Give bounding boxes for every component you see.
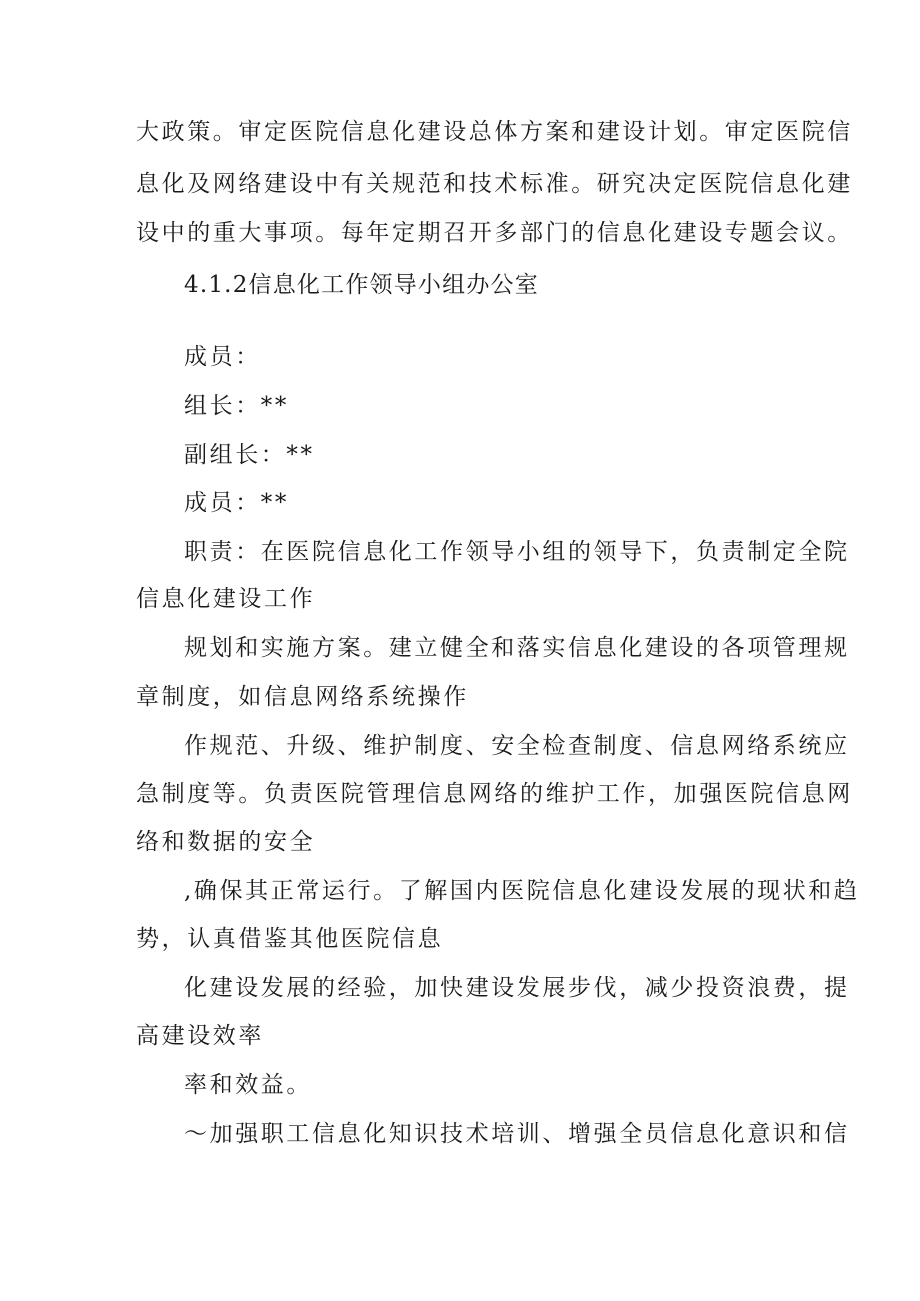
- deputy-leader: 副组长：**: [184, 442, 315, 468]
- paragraph-line: 大政策。审定医院信息化建设总体方案和建设计划。审定医院信: [136, 119, 853, 145]
- paragraph-line: 络和数据的安全: [136, 829, 316, 855]
- paragraph-line: 作规范、升级、维护制度、安全检查制度、信息网络系统应: [184, 733, 850, 759]
- paragraph-line: 规划和实施方案。建立健全和落实信息化建设的各项管理规: [184, 635, 850, 661]
- section-heading: 4.1.2信息化工作领导小组办公室: [184, 272, 539, 298]
- paragraph-line: 〜加强职工信息化知识技术培训、增强全员信息化意识和信: [184, 1121, 850, 1147]
- paragraph-line: 势，认真借鉴其他医院信息: [136, 926, 444, 952]
- paragraph-line: 职责：在医院信息化工作领导小组的领导下，负责制定全院: [184, 539, 850, 565]
- members-list: 成员：**: [184, 490, 289, 516]
- paragraph-line: 息化及网络建设中有关规范和技术标准。研究决定医院信息化建: [136, 171, 853, 197]
- paragraph-line: 信息化建设工作: [136, 586, 316, 612]
- paragraph-line: 章制度，如信息网络系统操作: [136, 684, 469, 710]
- members-title: 成员：: [184, 344, 261, 370]
- group-leader: 组长：**: [184, 393, 289, 419]
- paragraph-line: ,确保其正常运行。了解国内医院信息化建设发展的现状和趋: [184, 878, 860, 904]
- paragraph-line: 率和效益。: [184, 1072, 312, 1098]
- paragraph-line: 化建设发展的经验，加快建设发展步伐，减少投资浪费，提: [184, 975, 850, 1001]
- paragraph-line: 设中的重大事项。每年定期召开多部门的信息化建设专题会议。: [136, 220, 853, 246]
- paragraph-line: 高建设效率: [136, 1023, 264, 1049]
- paragraph-line: 急制度等。负责医院管理信息网络的维护工作，加强医院信息网: [136, 781, 853, 807]
